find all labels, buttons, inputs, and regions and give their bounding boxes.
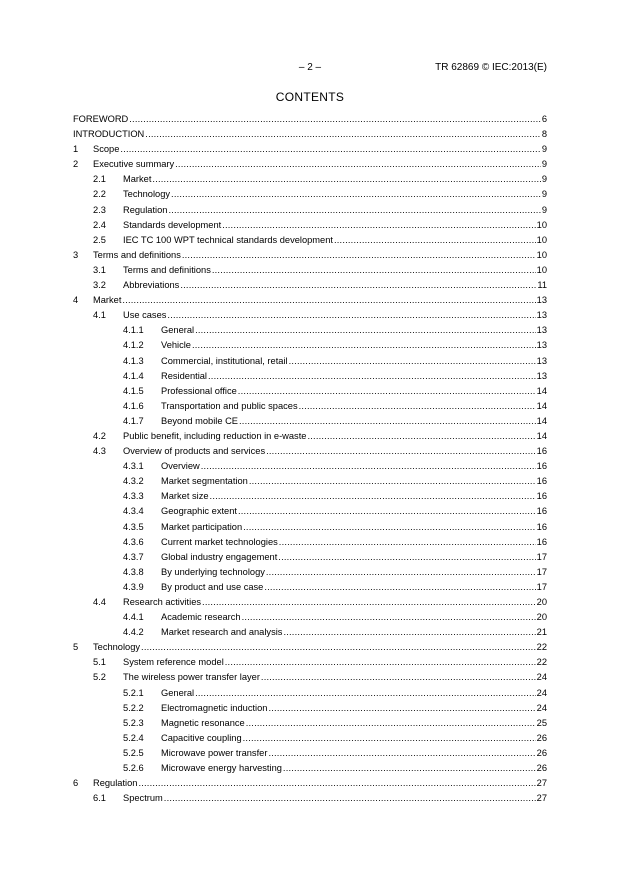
toc-entry-number: 5.2.1 <box>123 687 144 698</box>
toc-entry-page: 16 <box>536 461 547 472</box>
toc-entry[interactable] <box>73 489 547 504</box>
toc-entry-page: 13 <box>536 355 547 366</box>
toc-entry-label: Transportation and public spaces <box>161 400 298 411</box>
toc-entry-number: 4.3 <box>93 446 106 457</box>
toc-entry[interactable] <box>73 746 547 761</box>
toc-entry-label: INTRODUCTION <box>73 129 145 140</box>
toc-leader-dots <box>202 595 536 610</box>
toc-entry[interactable] <box>73 187 547 202</box>
toc-leader-dots <box>238 504 536 519</box>
toc-leader-dots <box>238 384 536 399</box>
toc-entry[interactable] <box>73 670 547 685</box>
toc-entry-label: The wireless power transfer layer <box>123 672 260 683</box>
toc-entry-number: 4.3.3 <box>123 491 144 502</box>
toc-entry-label: IEC TC 100 WPT technical standards development <box>123 234 333 245</box>
toc-leader-dots <box>129 112 541 127</box>
toc-entry[interactable] <box>73 701 547 716</box>
toc-entry-page: 26 <box>536 747 547 758</box>
toc-entry-label: Overview <box>161 461 200 472</box>
toc-entry[interactable] <box>73 716 547 731</box>
toc-entry-number: 3.2 <box>93 280 106 291</box>
toc-entry[interactable] <box>73 776 547 791</box>
toc-entry-label: Technology <box>93 642 141 653</box>
toc-leader-dots <box>138 776 535 791</box>
toc-entry-number: 4.3.6 <box>123 536 144 547</box>
toc-entry-number: 4.2 <box>93 430 106 441</box>
toc-entry-label: FOREWORD <box>73 114 129 124</box>
toc-entry[interactable] <box>73 444 547 459</box>
toc-entry[interactable] <box>73 761 547 776</box>
toc-entry-page: 22 <box>536 642 547 653</box>
toc-leader-dots <box>208 369 536 384</box>
toc-entry-number: 2.1 <box>93 174 106 185</box>
toc-entry-page: 8 <box>541 129 547 140</box>
toc-entry-page: 20 <box>536 612 547 623</box>
toc-entry-page: 16 <box>536 446 547 457</box>
page-title: CONTENTS <box>275 90 345 104</box>
toc-leader-dots <box>283 761 536 776</box>
toc-entry[interactable] <box>73 127 547 142</box>
toc-entry-page: 9 <box>541 189 547 200</box>
toc-leader-dots <box>210 489 536 504</box>
toc-entry-number: 4.3.5 <box>123 521 144 532</box>
toc-entry-number: 4.1.7 <box>123 415 144 426</box>
toc-entry-label: Microwave power transfer <box>161 747 268 758</box>
toc-entry-label: Market segmentation <box>161 476 248 487</box>
toc-entry-page: 26 <box>536 732 547 743</box>
toc-leader-dots <box>225 655 536 670</box>
toc-entry-number: 6.1 <box>93 793 106 804</box>
toc-entry-number: 4.1.1 <box>123 325 144 336</box>
toc-leader-dots <box>212 263 536 278</box>
toc-entry-page: 14 <box>536 400 547 411</box>
toc-entry-number: 4.1.3 <box>123 355 144 366</box>
toc-entry-label: Market research and analysis <box>161 627 283 638</box>
toc-entry-label: Regulation <box>93 778 138 789</box>
toc-entry-page: 13 <box>536 370 547 381</box>
toc-entry-number: 4.1.4 <box>123 370 144 381</box>
toc-entry-label: Commercial, institutional, retail <box>161 355 288 366</box>
toc-leader-dots <box>268 701 535 716</box>
toc-leader-dots <box>242 610 536 625</box>
toc-entry-number: 4.3.4 <box>123 506 144 517</box>
toc-entry-page: 11 <box>537 280 547 291</box>
toc-entry[interactable] <box>73 233 547 248</box>
toc-entry-page: 10 <box>536 249 547 260</box>
toc-leader-dots <box>268 746 535 761</box>
toc-entry-page: 17 <box>536 581 547 592</box>
toc-entry-number: 4.4.2 <box>123 627 144 638</box>
toc-entry-number: 5.2.6 <box>123 763 144 774</box>
toc-entry-page: 9 <box>541 174 547 185</box>
toc-entry-number: 5.1 <box>93 657 106 668</box>
toc-entry-label: Executive summary <box>93 159 175 170</box>
toc-leader-dots <box>264 580 535 595</box>
toc-leader-dots <box>145 127 541 142</box>
toc-entry[interactable] <box>73 369 547 384</box>
toc-entry-label: Capacitive coupling <box>161 732 242 743</box>
toc-entry-label: Magnetic resonance <box>161 717 245 728</box>
toc-entry[interactable] <box>73 399 547 414</box>
toc-entry-label: Standards development <box>123 219 222 230</box>
toc-entry-label: Use cases <box>123 310 167 321</box>
toc-leader-dots <box>278 550 535 565</box>
toc-entry-page: 10 <box>536 219 547 230</box>
toc-entry-page: 24 <box>536 687 547 698</box>
toc-entry-page: 9 <box>541 159 547 170</box>
toc-entry-page: 13 <box>536 310 547 321</box>
toc-leader-dots <box>334 233 536 248</box>
toc-entry[interactable] <box>73 550 547 565</box>
toc-entry-number: 4.3.1 <box>123 461 144 472</box>
toc-entry[interactable] <box>73 157 547 172</box>
toc-leader-dots <box>180 278 536 293</box>
toc-leader-dots <box>168 203 540 218</box>
toc-leader-dots <box>307 429 535 444</box>
toc-entry-label: Academic research <box>161 612 241 623</box>
toc-entry-number: 3.1 <box>93 264 106 275</box>
toc-entry-page: 20 <box>536 597 547 607</box>
toc-leader-dots <box>171 187 541 202</box>
toc-entry[interactable] <box>73 172 547 187</box>
toc-entry-number: 4.4.1 <box>123 612 144 623</box>
toc-entry-label: Regulation <box>123 204 168 215</box>
toc-entry-label: Current market technologies <box>161 536 278 547</box>
toc-entry[interactable] <box>73 354 547 369</box>
toc-leader-dots <box>289 354 536 369</box>
toc-entry-number: 2 <box>73 159 79 170</box>
toc-entry[interactable] <box>73 203 547 218</box>
toc-entry-page: 24 <box>536 702 547 713</box>
toc-leader-dots <box>279 535 536 550</box>
toc-entry-label: Market <box>93 295 122 306</box>
toc-entry-page: 14 <box>536 430 547 441</box>
toc-leader-dots <box>243 520 536 535</box>
toc-entry-number: 2.4 <box>93 219 106 230</box>
toc-entry[interactable] <box>73 323 547 338</box>
toc-leader-dots <box>243 731 536 746</box>
toc-entry[interactable] <box>73 520 547 535</box>
toc-entry-page: 16 <box>536 476 547 487</box>
toc-entry-number: 4.3.9 <box>123 581 144 592</box>
toc-entry-number: 2.3 <box>93 204 106 215</box>
toc-leader-dots <box>246 716 536 731</box>
toc-entry-page: 16 <box>536 521 547 532</box>
toc-entry-page: 27 <box>536 778 547 789</box>
toc-leader-dots <box>261 670 536 685</box>
toc-entry-page: 16 <box>536 536 547 547</box>
toc-entry-page: 10 <box>536 234 547 245</box>
toc-entry-number: 4.3.8 <box>123 566 144 577</box>
toc-entry[interactable] <box>73 429 547 444</box>
toc-entry-page: 16 <box>536 506 547 517</box>
toc-entry-number: 5.2.4 <box>123 732 144 743</box>
toc-entry-label: Terms and definitions <box>93 249 181 260</box>
toc-entry[interactable] <box>73 474 547 489</box>
toc-entry-label: Public benefit, including reduction in e-waste <box>123 430 307 441</box>
toc-entry-number: 5.2.5 <box>123 747 144 758</box>
toc-entry-label: Spectrum <box>123 793 163 804</box>
toc-entry-page: 10 <box>536 264 547 275</box>
toc-entry[interactable] <box>73 686 547 701</box>
toc-entry-label: Market <box>123 174 152 185</box>
toc-entry[interactable] <box>73 338 547 353</box>
toc-entry-label: System reference model <box>123 657 224 668</box>
toc-entry-label: Market size <box>161 491 209 502</box>
toc-entry[interactable] <box>73 610 547 625</box>
toc-entry-page: 26 <box>536 763 547 774</box>
toc-leader-dots <box>192 338 536 353</box>
toc-entry-page: 25 <box>536 717 547 728</box>
toc-entry-label: Residential <box>161 370 207 381</box>
toc-leader-dots <box>266 444 536 459</box>
toc-entry[interactable] <box>73 248 547 263</box>
toc-entry-number: 5.2 <box>93 672 106 683</box>
toc-entry[interactable] <box>73 640 547 655</box>
toc-entry-label: General <box>161 325 195 336</box>
toc-leader-dots <box>120 142 540 157</box>
toc-entry[interactable] <box>73 263 547 278</box>
toc-entry-number: 4.4 <box>93 597 106 607</box>
toc-entry-label: Technology <box>123 189 171 200</box>
toc-leader-dots <box>182 248 536 263</box>
toc-entry-label: Professional office <box>161 385 237 396</box>
toc-entry-number: 4 <box>73 295 79 306</box>
toc-leader-dots <box>164 791 536 806</box>
table-of-contents <box>73 112 547 806</box>
toc-entry-page: 13 <box>536 295 547 306</box>
toc-leader-dots <box>266 565 536 580</box>
toc-entry[interactable] <box>73 278 547 293</box>
toc-entry-number: 3 <box>73 249 79 260</box>
toc-entry-number: 5 <box>73 642 79 653</box>
toc-entry-label: Electromagnetic induction <box>161 702 268 713</box>
toc-entry[interactable] <box>73 112 547 127</box>
toc-leader-dots <box>195 686 536 701</box>
toc-entry-number: 4.3.7 <box>123 551 144 562</box>
toc-entry[interactable] <box>73 293 547 308</box>
toc-entry-label: By product and use case <box>161 581 264 592</box>
toc-entry-number: 6 <box>73 778 79 789</box>
toc-leader-dots <box>299 399 536 414</box>
toc-leader-dots <box>239 414 536 429</box>
toc-entry[interactable] <box>73 580 547 595</box>
toc-leader-dots <box>141 640 536 655</box>
toc-entry[interactable] <box>73 308 547 323</box>
toc-entry-label: Geographic extent <box>161 506 237 517</box>
toc-entry-number: 4.3.2 <box>123 476 144 487</box>
toc-entry[interactable] <box>73 459 547 474</box>
toc-entry-label: Abbreviations <box>123 280 180 291</box>
toc-entry-page: 27 <box>536 793 547 804</box>
toc-entry-label: General <box>161 687 195 698</box>
toc-entry-label: Vehicle <box>161 340 191 351</box>
toc-entry-label: Global industry engagement <box>161 551 278 562</box>
toc-entry-number: 4.1.6 <box>123 400 144 411</box>
toc-entry[interactable] <box>73 655 547 670</box>
toc-entry-label: Overview of products and services <box>123 446 266 457</box>
toc-entry-number: 4.1 <box>93 310 106 321</box>
toc-entry-page: 14 <box>536 415 547 426</box>
toc-entry-label: Research activities <box>123 597 202 607</box>
toc-entry-label: Beyond mobile CE <box>161 415 238 426</box>
toc-entry-label: By underlying technology <box>161 566 265 577</box>
toc-entry-page: 14 <box>536 385 547 396</box>
toc-entry-label: Terms and definitions <box>123 264 211 275</box>
toc-leader-dots <box>167 308 535 323</box>
toc-entry-page: 17 <box>536 566 547 577</box>
toc-leader-dots <box>222 218 535 233</box>
toc-entry-page: 17 <box>536 551 547 562</box>
toc-entry-label: Microwave energy harvesting <box>161 763 282 774</box>
toc-entry-number: 5.2.3 <box>123 717 144 728</box>
toc-entry-page: 13 <box>536 325 547 336</box>
toc-entry[interactable] <box>73 731 547 746</box>
document-reference: TR 62869 © IEC:2013(E) <box>435 62 547 73</box>
toc-leader-dots <box>175 157 541 172</box>
toc-leader-dots <box>195 323 536 338</box>
toc-entry[interactable] <box>73 625 547 640</box>
toc-entry-label: Market participation <box>161 521 243 532</box>
toc-entry[interactable] <box>73 142 547 157</box>
toc-entry[interactable] <box>73 535 547 550</box>
toc-entry-number: 4.1.2 <box>123 340 144 351</box>
toc-entry[interactable] <box>73 218 547 233</box>
page-number: – 2 – <box>298 62 322 73</box>
toc-entry-number: 4.1.5 <box>123 385 144 396</box>
toc-entry-page: 24 <box>536 672 547 683</box>
toc-entry-label: Scope <box>93 144 120 155</box>
toc-entry-number: 2.5 <box>93 234 106 245</box>
toc-leader-dots <box>283 625 535 640</box>
toc-leader-dots <box>152 172 540 187</box>
toc-entry-page: 16 <box>536 491 547 502</box>
toc-entry-page: 9 <box>541 144 547 155</box>
toc-entry[interactable] <box>73 504 547 519</box>
toc-entry-page: 21 <box>536 627 547 638</box>
toc-entry-number: 1 <box>73 144 79 155</box>
toc-leader-dots <box>201 459 536 474</box>
toc-entry[interactable] <box>73 414 547 429</box>
toc-entry[interactable] <box>73 384 547 399</box>
toc-entry-page: 22 <box>536 657 547 668</box>
toc-leader-dots <box>122 293 535 308</box>
toc-entry-page: 13 <box>536 340 547 351</box>
toc-entry-page: 9 <box>541 204 547 215</box>
toc-entry-number: 2.2 <box>93 189 106 200</box>
toc-entry-number: 5.2.2 <box>123 702 144 713</box>
toc-entry-page: 6 <box>541 114 547 124</box>
toc-entry[interactable] <box>73 595 547 610</box>
toc-entry[interactable] <box>73 791 547 806</box>
toc-leader-dots <box>249 474 536 489</box>
toc-entry[interactable] <box>73 565 547 580</box>
